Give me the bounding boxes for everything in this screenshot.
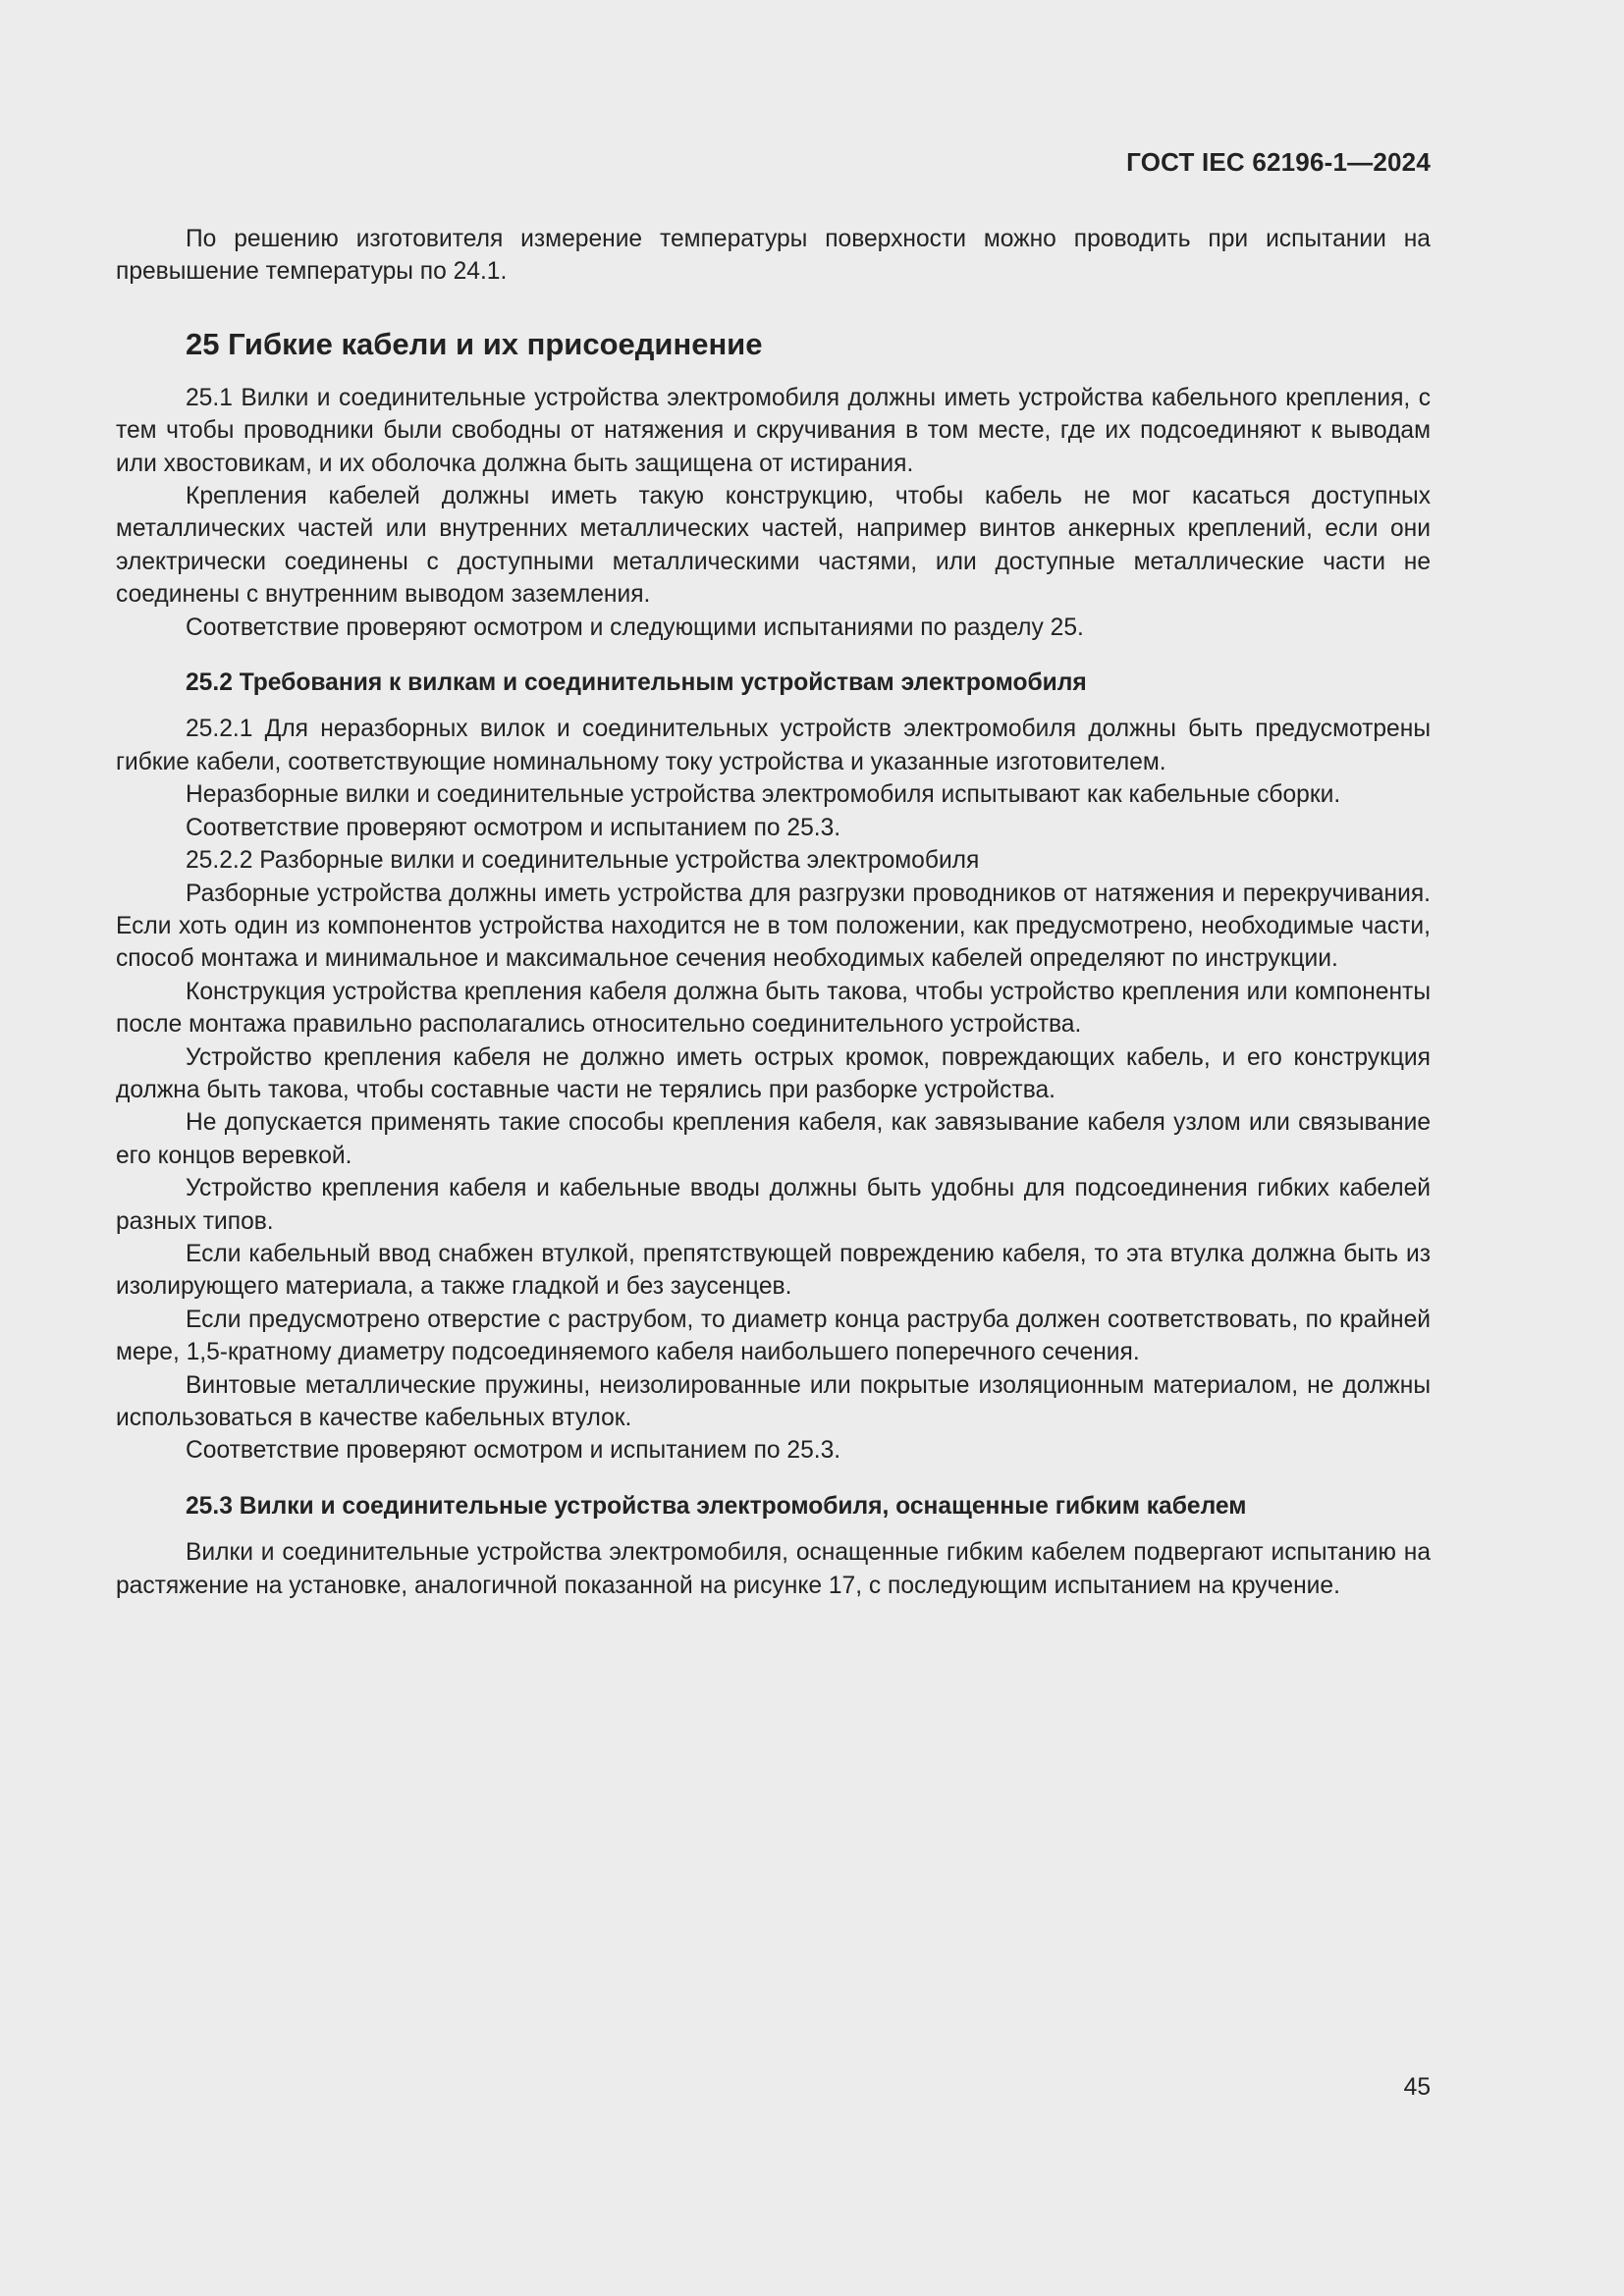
paragraph: Конструкция устройства крепления кабеля должна быть такова, чтобы устройство крепления или компоненты после монтажа правильно располагались относительно соединительного устройства. bbox=[116, 978, 1431, 1039]
subsection-heading: 25.2 Требования к вилкам и соединительным устройствам электромобиля bbox=[186, 669, 1087, 697]
paragraph: 25.2.1 Для неразборных вилок и соединительных устройств электромобиля должны быть предусмотрены гибкие кабели, соответствующие номинальному току устройства и указанные изготовителем. bbox=[116, 716, 1431, 775]
paragraph: Вилки и соединительные устройства электромобиля, оснащенные гибким кабелем подвергают испытанию на растяжение на установке, аналогичной показанной на рисунке 17, с последующим испытанием на кручение. bbox=[116, 1539, 1431, 1599]
paragraph: Не допускается применять такие способы крепления кабеля, как завязывание кабеля узлом или связывание его концов веревкой. bbox=[116, 1109, 1431, 1169]
paragraph: Устройство крепления кабеля не должно иметь острых кромок, повреждающих кабель, и его конструкция должна быть такова, чтобы составные части не терялись при разборке устройства. bbox=[116, 1043, 1431, 1103]
paragraph: Соответствие проверяют осмотром и испытанием по 25.3. bbox=[186, 814, 841, 841]
paragraph: 25.1 Вилки и соединительные устройства электромобиля должны иметь устройства кабельного крепления, с тем чтобы проводники были свободны от натяжения и скручивания в том месте, где их подсоединяют к выводам или хвостовикам, и их оболочка должна быть защищена от истирания. bbox=[116, 384, 1431, 477]
document-code-header: ГОСТ IEC 62196-1—2024 bbox=[1126, 147, 1431, 177]
paragraph: 25.2.2 Разборные вилки и соединительные устройства электромобиля bbox=[186, 847, 980, 875]
document-body bbox=[116, 223, 1431, 1602]
section-heading: 25 Гибкие кабели и их присоединение bbox=[186, 326, 763, 361]
paragraph: Устройство крепления кабеля и кабельные вводы должны быть удобны для подсоединения гибких кабелей разных типов. bbox=[116, 1175, 1431, 1235]
document-page bbox=[116, 0, 1431, 2296]
subsection-heading: 25.3 Вилки и соединительные устройства электромобиля, оснащенные гибким кабелем bbox=[186, 1492, 1247, 1520]
paragraph: Если кабельный ввод снабжен втулкой, препятствующей повреждению кабеля, то эта втулка должна быть из изолирующего материала, а также гладкой и без заусенцев. bbox=[116, 1240, 1431, 1301]
paragraph: Соответствие проверяют осмотром и следующими испытаниями по разделу 25. bbox=[186, 614, 1084, 641]
paragraph: Винтовые металлические пружины, неизолированные или покрытые изоляционным материалом, не должны использоваться в качестве кабельных втулок. bbox=[116, 1371, 1431, 1431]
paragraph: По решению изготовителя измерение температуры поверхности можно проводить при испытании на превышение температуры по 24.1. bbox=[116, 226, 1431, 286]
paragraph: Если предусмотрено отверстие с раструбом, то диаметр конца раструба должен соответствовать, по крайней мере, 1,5-кратному диаметру подсоединяемого кабеля наибольшего поперечного сечения. bbox=[116, 1306, 1431, 1366]
paragraph: Соответствие проверяют осмотром и испытанием по 25.3. bbox=[186, 1437, 841, 1465]
paragraph: Крепления кабелей должны иметь такую конструкцию, чтобы кабель не мог касаться доступных металлических частей или внутренних металлических частей, например винтов анкерных креплений, если они электрически соединены с доступными металлическими частями, или доступные металлические части не соединены с внутренним выводом заземления. bbox=[116, 483, 1431, 609]
paragraph: Неразборные вилки и соединительные устройства электромобиля испытывают как кабельные сборки. bbox=[186, 781, 1341, 809]
paragraph: Разборные устройства должны иметь устройства для разгрузки проводников от натяжения и перекручивания. Если хоть один из компонентов устройства находится не в том положении, как предусмотрено, необходимые части, способ монтажа и минимальное и максимальное сечения необходимых кабелей определяют по инструкции. bbox=[116, 880, 1431, 973]
page-number: 45 bbox=[1403, 2074, 1431, 2101]
